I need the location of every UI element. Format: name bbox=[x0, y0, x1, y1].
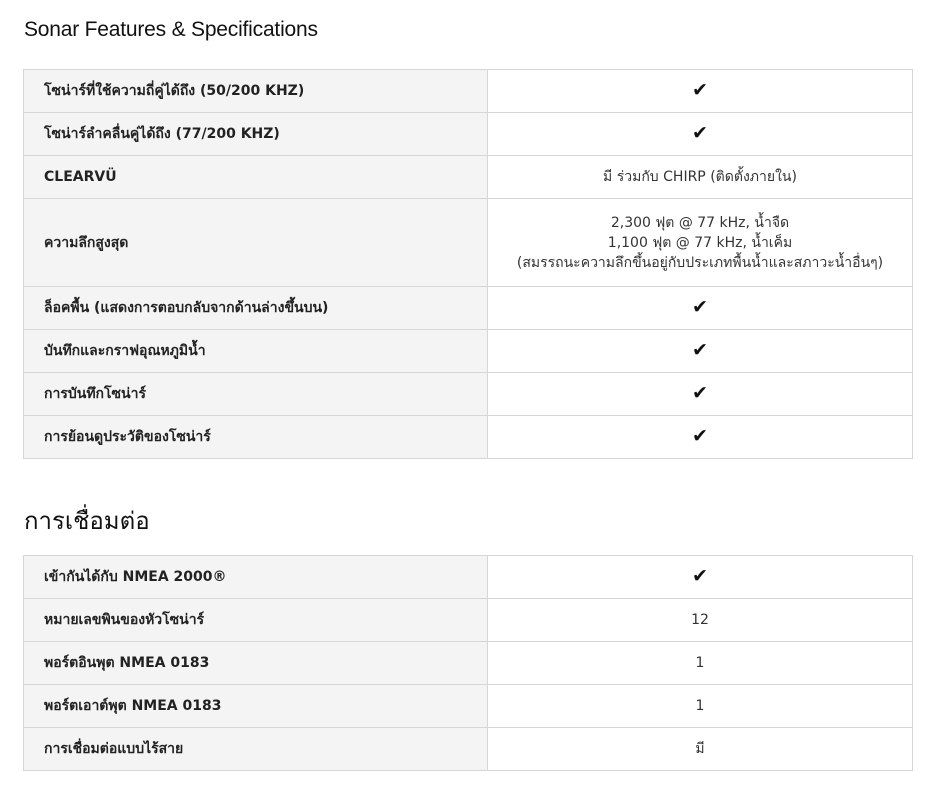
spec-label: เข้ากันได้กับ NMEA 2000® bbox=[24, 556, 488, 599]
table-row bbox=[24, 728, 913, 771]
spec-label: พอร์ตเอาต์พุต NMEA 0183 bbox=[24, 685, 488, 728]
spec-value bbox=[488, 113, 913, 156]
spec-label: บันทึกและกราฟอุณหภูมิน้ำ bbox=[24, 330, 488, 373]
spec-label: การย้อนดูประวัติของโซน่าร์ bbox=[24, 416, 488, 459]
spec-value: 12 bbox=[488, 599, 913, 642]
spec-value bbox=[488, 556, 913, 599]
spec-value bbox=[488, 199, 913, 287]
check-icon: ✔ bbox=[692, 382, 708, 404]
spec-value-line: 2,300 ฟุต @ 77 kHz, น้ำจืด bbox=[610, 214, 790, 231]
spec-label: หมายเลขพินของหัวโซน่าร์ bbox=[24, 599, 488, 642]
table-row bbox=[24, 642, 913, 685]
table-row bbox=[24, 156, 913, 199]
table-row bbox=[24, 287, 913, 330]
spec-value: มี bbox=[488, 728, 913, 771]
spec-value-line: (สมรรถนะความลึกขึ้นอยู่กับประเภทพื้นน้ำและสภาวะน้ำอื่นๆ) bbox=[516, 254, 884, 271]
connectivity-section-title: การเชื่อมต่อ bbox=[24, 507, 150, 535]
check-icon: ✔ bbox=[692, 425, 708, 447]
spec-value bbox=[488, 330, 913, 373]
spec-label: พอร์ตอินพุต NMEA 0183 bbox=[24, 642, 488, 685]
spec-label: โซน่าร์ลำคลื่นคู่ได้ถึง (77/200 KHZ) bbox=[24, 113, 488, 156]
spec-value: มี ร่วมกับ CHIRP (ติดตั้งภายใน) bbox=[488, 156, 913, 199]
table-row bbox=[24, 373, 913, 416]
spec-label: ความลึกสูงสุด bbox=[24, 199, 488, 287]
spec-value bbox=[488, 373, 913, 416]
sonar-section-title: Sonar Features & Specifications bbox=[24, 18, 318, 41]
spec-label: การบันทึกโซน่าร์ bbox=[24, 373, 488, 416]
spec-value: 1 bbox=[488, 642, 913, 685]
spec-label: การเชื่อมต่อแบบไร้สาย bbox=[24, 728, 488, 771]
spec-value bbox=[488, 287, 913, 330]
spec-label: โซน่าร์ที่ใช้ความถี่คู่ได้ถึง (50/200 KHZ) bbox=[24, 70, 488, 113]
spec-value bbox=[488, 70, 913, 113]
table-row bbox=[24, 685, 913, 728]
check-icon: ✔ bbox=[692, 339, 708, 361]
spec-value: 1 bbox=[488, 685, 913, 728]
table-row bbox=[24, 556, 913, 599]
spec-label: CLEARVÜ bbox=[24, 156, 488, 199]
check-icon: ✔ bbox=[692, 296, 708, 318]
spec-value-line: 1,100 ฟุต @ 77 kHz, น้ำเค็ม bbox=[607, 234, 793, 251]
table-row bbox=[24, 70, 913, 113]
table-row bbox=[24, 416, 913, 459]
check-icon: ✔ bbox=[692, 565, 708, 587]
spec-label: ล็อคพื้น (แสดงการตอบกลับจากด้านล่างขึ้นบน) bbox=[24, 287, 488, 330]
connectivity-spec-table bbox=[23, 555, 913, 771]
spec-value bbox=[488, 416, 913, 459]
table-row bbox=[24, 330, 913, 373]
check-icon: ✔ bbox=[692, 79, 708, 101]
sonar-spec-table bbox=[23, 69, 913, 459]
table-row bbox=[24, 199, 913, 287]
table-row bbox=[24, 113, 913, 156]
check-icon: ✔ bbox=[692, 122, 708, 144]
table-row bbox=[24, 599, 913, 642]
